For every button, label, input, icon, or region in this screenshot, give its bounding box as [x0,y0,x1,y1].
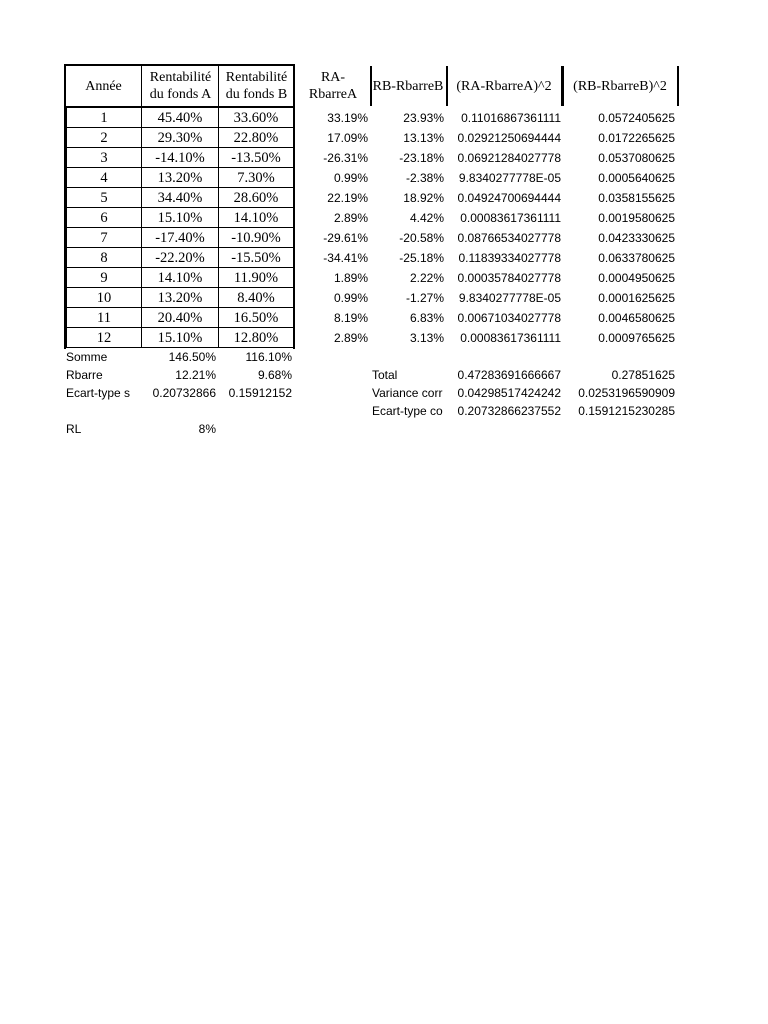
cell-rb-diff: 2.22% [409,271,444,285]
cell-rb-diff: 23.93% [403,111,444,125]
cell-annee: 11 [66,308,141,328]
cell-rentabilite-b: 11.90% [218,268,293,288]
somme-label: Somme [66,350,108,364]
cell-rentabilite-b: 7.30% [218,168,293,188]
cell-ra-diff: -26.31% [323,151,368,165]
cell-annee: 4 [66,168,141,188]
header-rb-diff: RB-RbarreB [372,78,444,94]
cell-rentabilite-a: 29.30% [141,128,218,148]
cell-rb-squared: 0.0005640625 [598,171,675,185]
cell-annee: 9 [66,268,141,288]
cell-rb-diff: 13.13% [403,131,444,145]
cell-ra-squared: 0.06921284027778 [457,151,561,165]
cell-rb-diff: 6.83% [409,311,444,325]
cell-ra-diff: 17.09% [327,131,368,145]
rbarre-b: 9.68% [257,368,292,382]
cell-ra-diff: 0.99% [333,291,368,305]
table-row [0,308,768,328]
cell-rentabilite-b: 22.80% [218,128,293,148]
ecart-type-co-b: 0.1591215230285 [578,404,675,418]
cell-annee: 10 [66,288,141,308]
cell-rentabilite-a: 15.10% [141,208,218,228]
cell-ra-squared: 0.02921250694444 [457,131,561,145]
cell-rb-squared: 0.0172265625 [598,131,675,145]
ecart-type-co-label: Ecart-type co [372,404,443,418]
table-row [0,108,768,128]
ecart-type-a: 0.20732866 [152,386,216,400]
cell-rentabilite-a: 34.40% [141,188,218,208]
header-rentabilite-b: Rentabilité du fonds B [218,65,294,107]
table-row [0,248,768,268]
cell-rentabilite-b: -10.90% [218,228,293,248]
cell-ra-diff: 2.89% [333,211,368,225]
cell-ra-diff: 2.89% [333,331,368,345]
cell-ra-diff: 8.19% [333,311,368,325]
header-ra-squared: (RA-RbarreA)^2 [456,78,552,94]
header-annee: Année [85,78,122,94]
rbarre-a: 12.21% [175,368,216,382]
cell-ra-squared: 9.8340277778E-05 [458,291,561,305]
cell-ra-diff: 33.19% [327,111,368,125]
cell-annee: 5 [66,188,141,208]
cell-ra-squared: 0.11839334027778 [458,251,561,265]
cell-rentabilite-a: 20.40% [141,308,218,328]
cell-rentabilite-b: 8.40% [218,288,293,308]
cell-ra-diff: -34.41% [323,251,368,265]
cell-rentabilite-b: 14.10% [218,208,293,228]
table-row [0,288,768,308]
cell-rb-diff: -20.58% [399,231,444,245]
total-a: 0.47283691666667 [457,368,561,382]
cell-rb-squared: 0.0358155625 [598,191,675,205]
cell-rentabilite-b: 33.60% [218,108,293,128]
cell-rentabilite-a: 13.20% [141,168,218,188]
cell-ra-squared: 9.8340277778E-05 [458,171,561,185]
cell-rb-diff: 18.92% [403,191,444,205]
cell-rentabilite-a: -22.20% [141,248,218,268]
cell-rb-diff: -25.18% [399,251,444,265]
header-rb-squared: (RB-RbarreB)^2 [573,78,667,94]
cell-rb-diff: 4.42% [409,211,444,225]
cell-rb-squared: 0.0572405625 [598,111,675,125]
somme-a: 146.50% [168,350,216,364]
cell-rentabilite-b: -15.50% [218,248,293,268]
cell-annee: 6 [66,208,141,228]
cell-ra-diff: 1.89% [333,271,368,285]
table-row [0,188,768,208]
header-divider [677,66,679,106]
rl-value: 8% [198,422,216,436]
cell-annee: 7 [66,228,141,248]
somme-b: 116.10% [245,350,292,364]
table-row [0,148,768,168]
rbarre-label: Rbarre [66,368,103,382]
cell-rentabilite-a: 14.10% [141,268,218,288]
cell-ra-squared: 0.00671034027778 [457,311,561,325]
cell-ra-squared: 0.08766534027778 [457,231,561,245]
cell-rb-diff: -23.18% [399,151,444,165]
cell-rentabilite-b: 12.80% [218,328,293,348]
cell-rentabilite-a: -14.10% [141,148,218,168]
cell-ra-squared: 0.11016867361111 [461,111,561,125]
cell-rentabilite-a: 13.20% [141,288,218,308]
table-row [0,128,768,148]
cell-annee: 2 [66,128,141,148]
cell-annee: 3 [66,148,141,168]
header-ra-diff: RA-RbarreA [308,70,358,102]
total-label: Total [372,368,398,382]
cell-ra-diff: -29.61% [323,231,368,245]
cell-rentabilite-a: -17.40% [141,228,218,248]
cell-rentabilite-b: 16.50% [218,308,293,328]
table-row [0,268,768,288]
table-row [0,208,768,228]
variance-a: 0.04298517424242 [457,386,561,400]
cell-rb-diff: 3.13% [409,331,444,345]
cell-annee: 8 [66,248,141,268]
cell-ra-diff: 22.19% [327,191,368,205]
variance-b: 0.0253196590909 [578,386,675,400]
cell-annee: 1 [66,108,141,128]
table-row [0,328,768,348]
cell-rentabilite-b: -13.50% [218,148,293,168]
cell-rentabilite-a: 45.40% [141,108,218,128]
cell-rb-diff: -2.38% [405,171,444,185]
ecart-type-label: Ecart-type s [66,386,131,400]
cell-ra-squared: 0.00083617361111 [460,331,561,345]
table-row [0,228,768,248]
header-rentabilite-a: Rentabilité du fonds A [141,65,219,107]
cell-rentabilite-a: 15.10% [141,328,218,348]
cell-rb-squared: 0.0423330625 [598,231,675,245]
rl-label: RL [66,422,82,436]
cell-rb-squared: 0.0046580625 [598,311,675,325]
ecart-type-b: 0.15912152 [228,386,292,400]
cell-rb-squared: 0.0001625625 [598,291,675,305]
cell-rb-diff: -1.27% [405,291,444,305]
table-row [0,168,768,188]
cell-rentabilite-b: 28.60% [218,188,293,208]
variance-label: Variance corr [372,386,443,400]
cell-rb-squared: 0.0537080625 [598,151,675,165]
cell-annee: 12 [66,328,141,348]
ecart-type-co-a: 0.20732866237552 [457,404,561,418]
total-b: 0.27851625 [611,368,675,382]
cell-rb-squared: 0.0633780625 [598,251,675,265]
cell-ra-squared: 0.00083617361111 [460,211,561,225]
cell-rb-squared: 0.0019580625 [598,211,675,225]
cell-ra-squared: 0.00035784027778 [457,271,561,285]
cell-ra-diff: 0.99% [333,171,368,185]
cell-ra-squared: 0.04924700694444 [457,191,561,205]
cell-rb-squared: 0.0004950625 [598,271,675,285]
cell-rb-squared: 0.0009765625 [598,331,675,345]
